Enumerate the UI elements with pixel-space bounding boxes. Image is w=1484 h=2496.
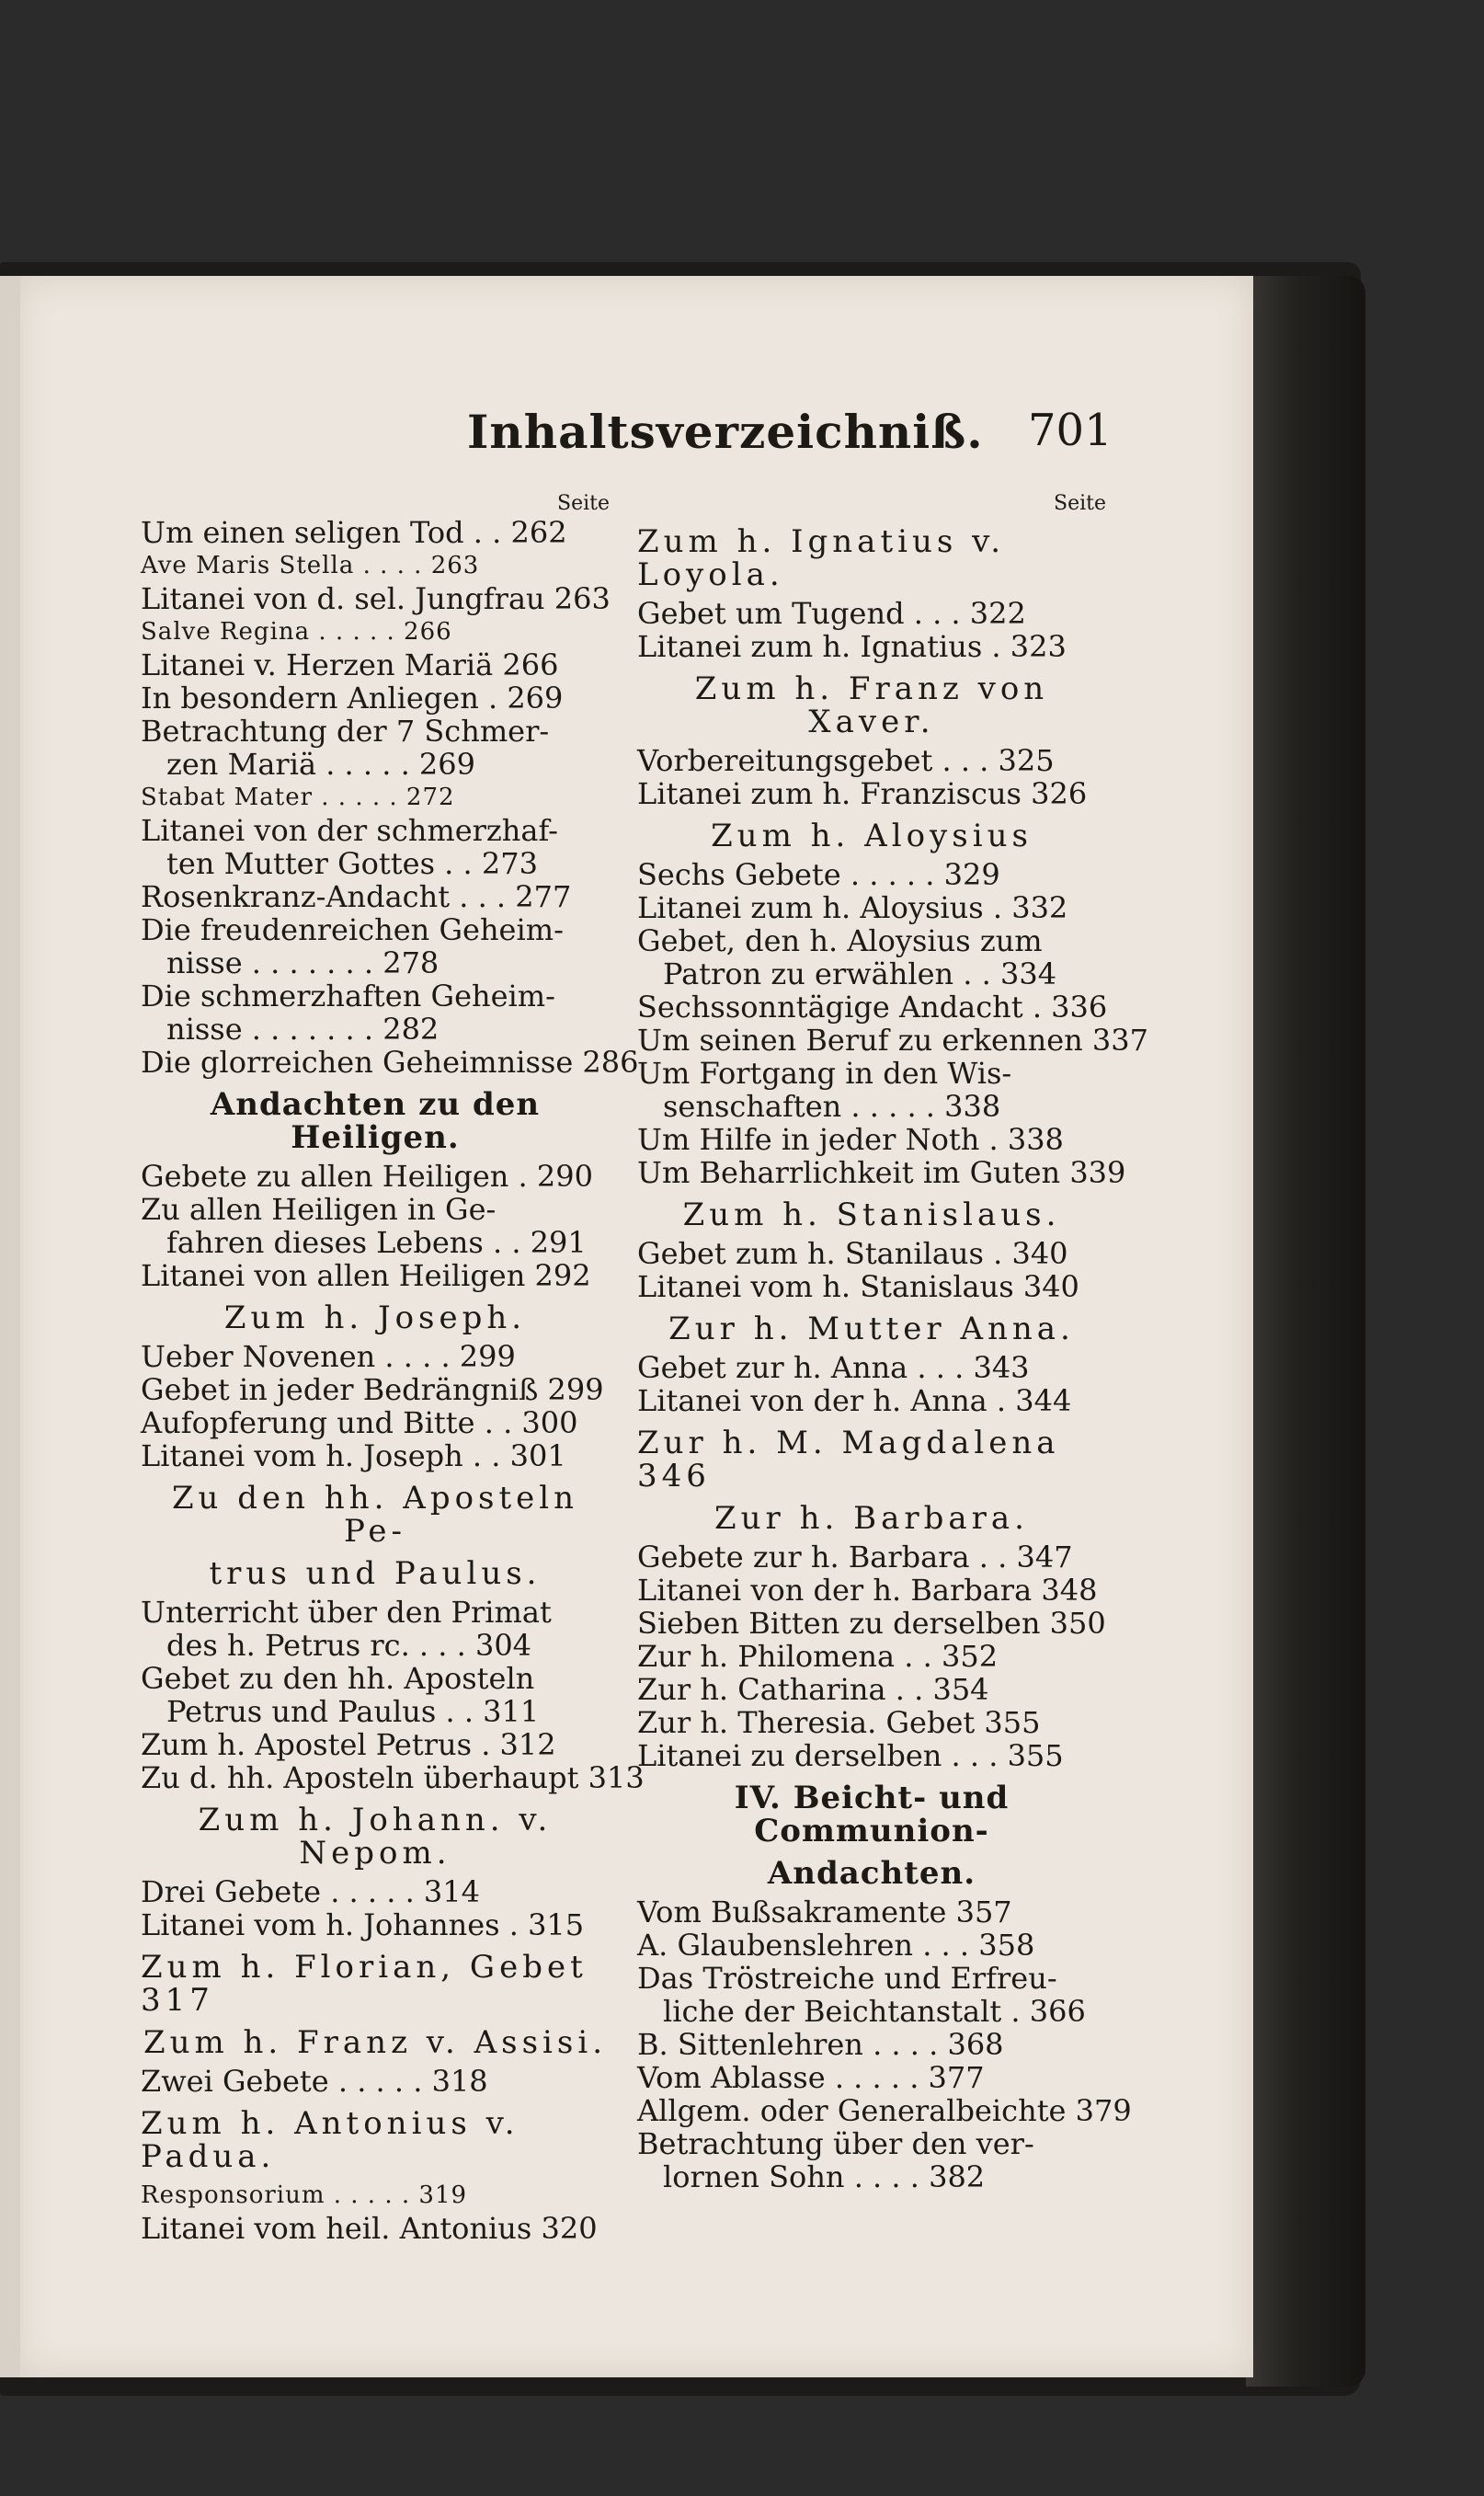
book-edge (1246, 276, 1365, 2387)
toc-entry-continuation: ten Mutter Gottes . . 273 (166, 846, 538, 881)
toc-entry: Die freudenreichen Geheim- (141, 912, 564, 947)
toc-entry: Litanei von d. sel. Jungfrau 263 (141, 581, 611, 616)
toc-entry: Litanei v. Herzen Mariä 266 (141, 647, 559, 682)
toc-entry: Salve Regina . . . . . 266 (141, 618, 452, 646)
page-header (17, 405, 1253, 469)
toc-entry: Gebet zu den hh. Aposteln (141, 1661, 535, 1696)
section-heading: Zum h. Aloysius (711, 818, 1033, 854)
section-heading: Zur h. Barbara. (714, 1500, 1029, 1537)
toc-entry: Gebete zur h. Barbara . . 347 (637, 1540, 1073, 1574)
toc-entry: Gebet zur h. Anna . . . 343 (637, 1350, 1030, 1385)
toc-entry: Betrachtung über den ver- (637, 2126, 1034, 2161)
toc-entry: Litanei zu derselben . . . 355 (637, 1738, 1064, 1773)
section-heading: Zur h. M. Magdalena 346 (637, 1425, 1060, 1494)
section-heading: Zum h. Franz von Xaver. (694, 670, 1049, 740)
toc-entry: Rosenkranz-Andacht . . . 277 (141, 879, 572, 914)
toc-entry: Litanei vom h. Johannes . 315 (141, 1907, 585, 1942)
toc-entry: Litanei von der h. Anna . 344 (637, 1383, 1072, 1418)
section-heading: Andachten. (767, 1855, 976, 1892)
toc-entry: Ave Maris Stella . . . . 263 (141, 552, 480, 579)
section-heading: Zum h. Florian, Gebet 317 (141, 1949, 588, 2019)
toc-entry: Litanei vom h. Stanislaus 340 (637, 1269, 1079, 1304)
toc-entry: Unterricht über den Primat (141, 1595, 552, 1630)
toc-entry: Vom Bußsakramente 357 (637, 1895, 1012, 1929)
section-heading: IV. Beicht- und Communion- (734, 1780, 1010, 1849)
toc-entry: Litanei von der h. Barbara 348 (637, 1573, 1098, 1608)
toc-entry: Zu d. hh. Aposteln überhaupt 313 (141, 1760, 645, 1795)
toc-entry: Zu allen Heiligen in Ge- (141, 1192, 497, 1227)
toc-entry: Litanei zum h. Aloysius . 332 (637, 890, 1068, 925)
section-heading: Zum h. Franz v. Assisi. (143, 2024, 608, 2061)
toc-entry-continuation: Patron zu erwählen . . 334 (663, 956, 1057, 991)
section-heading: Zur h. Mutter Anna. (668, 1311, 1075, 1347)
toc-entry: Zur h. Theresia. Gebet 355 (637, 1705, 1041, 1740)
toc-entry: Litanei zum h. Franziscus 326 (637, 776, 1088, 811)
section-heading: trus und Paulus. (209, 1555, 542, 1592)
seite-label: Seite (557, 492, 610, 515)
toc-entry: B. Sittenlehren . . . . 368 (637, 2027, 1004, 2062)
toc-entry-continuation: des h. Petrus rc. . . . 304 (166, 1628, 532, 1663)
section-heading: Zum h. Antonius v. Padua. (141, 2105, 519, 2175)
toc-entry: Um Beharrlichkeit im Guten 339 (637, 1155, 1126, 1190)
toc-entry: In besondern Anliegen . 269 (141, 681, 564, 716)
section-heading: Zum h. Johann. v. Nepom. (198, 1802, 553, 1872)
section-heading: Zum h. Ignatius v. Loyola. (637, 523, 1006, 593)
toc-entry-continuation: nisse . . . . . . . 282 (166, 1012, 439, 1047)
toc-entry: Responsorium . . . . . 319 (141, 2181, 468, 2209)
toc-entry-continuation: zen Mariä . . . . . 269 (166, 747, 475, 782)
toc-entry: Sechs Gebete . . . . . 329 (637, 857, 1000, 892)
toc-entry: Die glorreichen Geheimnisse 286 (141, 1045, 639, 1080)
toc-entry-continuation: nisse . . . . . . . 278 (166, 945, 439, 980)
toc-entry: Zwei Gebete . . . . . 318 (141, 2064, 488, 2099)
toc-entry: Die schmerzhaften Geheim- (141, 979, 555, 1013)
toc-entry: A. Glaubenslehren . . . 358 (637, 1928, 1035, 1963)
toc-entry: Aufopferung und Bitte . . 300 (141, 1405, 578, 1440)
toc-entry: Betrachtung der 7 Schmer- (141, 714, 550, 749)
book-page (17, 276, 1253, 2377)
toc-entry: Litanei vom h. Joseph . . 301 (141, 1438, 566, 1473)
toc-entry: Drei Gebete . . . . . 314 (141, 1874, 480, 1909)
toc-entry: Vorbereitungsgebet . . . 325 (637, 743, 1055, 778)
toc-entry: Gebete zu allen Heiligen . 290 (141, 1159, 593, 1194)
toc-entry: Gebet, den h. Aloysius zum (637, 923, 1043, 958)
section-heading: Andachten zu den Heiligen. (210, 1086, 541, 1156)
toc-entry: Zur h. Catharina . . 354 (637, 1672, 989, 1707)
page-title: Inhaltsverzeichniß. (467, 405, 984, 459)
page-number: 701 (1028, 405, 1113, 456)
toc-entry: Sieben Bitten zu derselben 350 (637, 1606, 1106, 1641)
seite-label: Seite (1054, 492, 1106, 515)
toc-entry: Um einen seligen Tod . . 262 (141, 515, 567, 550)
page-gutter (0, 276, 20, 2377)
toc-entry: Zum h. Apostel Petrus . 312 (141, 1727, 556, 1762)
toc-entry: Litanei von der schmerzhaf- (141, 813, 558, 848)
toc-entry-continuation: Petrus und Paulus . . 311 (166, 1694, 540, 1729)
toc-entry-continuation: senschaften . . . . . 338 (663, 1089, 1001, 1124)
toc-right-list (637, 523, 1148, 2194)
toc-entry: Litanei von allen Heiligen 292 (141, 1258, 591, 1293)
toc-entry: Ueber Novenen . . . . 299 (141, 1339, 516, 1374)
toc-entry: Gebet in jeder Bedrängniß 299 (141, 1372, 604, 1407)
section-heading: Zu den hh. Aposteln Pe- (171, 1480, 579, 1550)
toc-right-column (637, 492, 1148, 2194)
section-heading: Zum h. Stanislaus. (682, 1196, 1061, 1233)
toc-entry: Zur h. Philomena . . 352 (637, 1639, 999, 1674)
toc-entry: Litanei zum h. Ignatius . 323 (637, 629, 1067, 664)
toc-entry-continuation: lornen Sohn . . . . 382 (663, 2159, 986, 2194)
toc-left-list (141, 515, 645, 2246)
toc-entry: Stabat Mater . . . . . 272 (141, 784, 455, 811)
toc-entry: Sechssonntägige Andacht . 336 (637, 990, 1108, 1025)
toc-entry: Um seinen Beruf zu erkennen 337 (637, 1023, 1148, 1058)
toc-entry: Um Hilfe in jeder Noth . 338 (637, 1122, 1064, 1157)
toc-entry: Vom Ablasse . . . . . 377 (637, 2060, 985, 2095)
section-heading: Zum h. Joseph. (223, 1300, 527, 1336)
toc-entry: Gebet um Tugend . . . 322 (637, 596, 1026, 631)
toc-entry: Gebet zum h. Stanilaus . 340 (637, 1236, 1068, 1271)
toc-entry: Um Fortgang in den Wis- (637, 1056, 1012, 1091)
toc-left-column (141, 492, 645, 2246)
toc-entry: Das Tröstreiche und Erfreu- (637, 1961, 1057, 1996)
toc-entry: Litanei vom heil. Antonius 320 (141, 2211, 598, 2246)
toc-entry-continuation: fahren dieses Lebens . . 291 (166, 1225, 587, 1260)
toc-entry-continuation: liche der Beichtanstalt . 366 (663, 1994, 1086, 2029)
toc-entry: Allgem. oder Generalbeichte 379 (637, 2093, 1132, 2128)
